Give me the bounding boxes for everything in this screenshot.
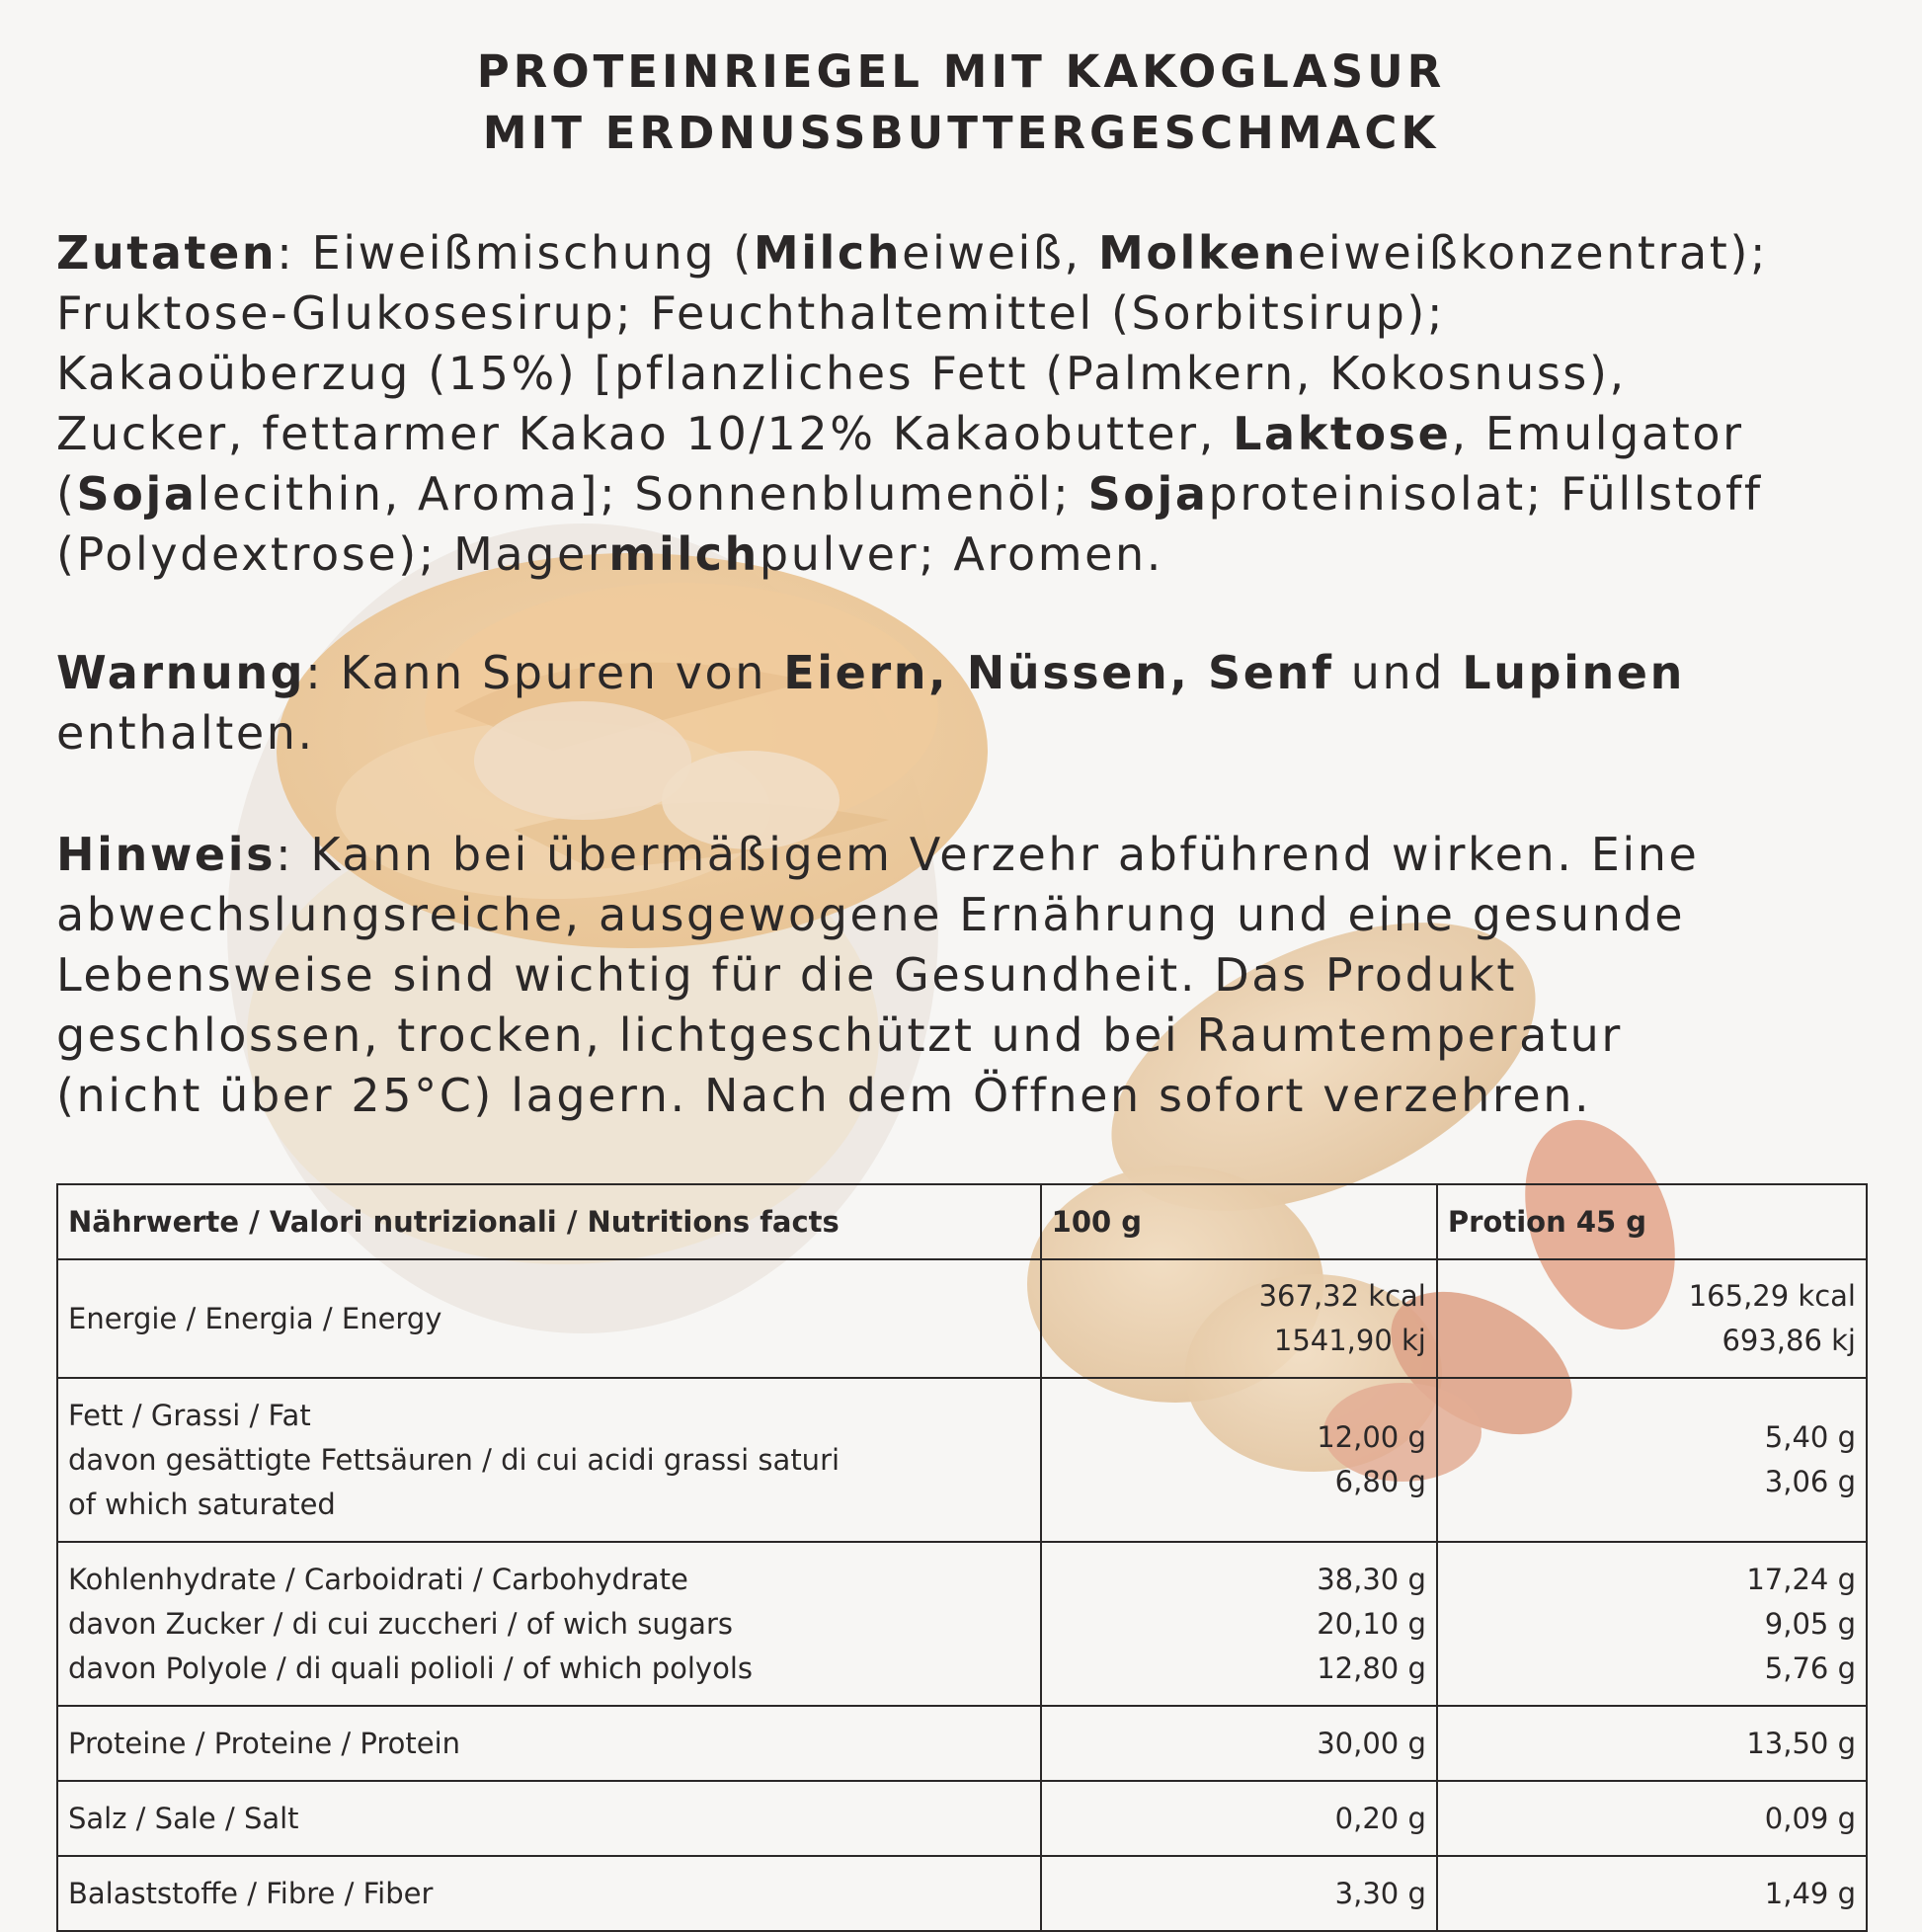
table-row (57, 1259, 1867, 1378)
ingredients-paragraph (56, 223, 1893, 585)
carbohydrate-per-portion: 17,24 g 9,05 g 5,76 g (1437, 1542, 1867, 1706)
note-line-3: Lebensweise sind wichtig für die Gesundheit. Das Produkt (56, 948, 1518, 1002)
salt-per-portion: 0,09 g (1437, 1781, 1867, 1856)
warning-paragraph (56, 643, 1893, 764)
protein-per-portion: 13,50 g (1437, 1706, 1867, 1781)
nutrition-header-row (57, 1184, 1867, 1259)
product-title (0, 41, 1922, 164)
row-label-fiber: Balaststoffe / Fibre / Fiber (57, 1856, 1041, 1931)
ingredients-line-3: Kakaoüberzug (15%) [pflanzliches Fett (Palmkern, Kokosnuss), (56, 347, 1627, 400)
row-label-energy: Energie / Energia / Energy (57, 1259, 1041, 1378)
title-line-1: PROTEINRIEGEL MIT KAKOGLASUR (476, 45, 1446, 98)
row-label-protein: Proteine / Proteine / Protein (57, 1706, 1041, 1781)
header-per-portion: Protion 45 g (1437, 1184, 1867, 1259)
table-row (57, 1856, 1867, 1931)
fiber-per-portion: 1,49 g (1437, 1856, 1867, 1931)
protein-per-100g: 30,00 g (1041, 1706, 1437, 1781)
note-line-4: geschlossen, trocken, lichtgeschützt und bei Raumtemperatur (56, 1008, 1623, 1062)
table-row (57, 1706, 1867, 1781)
title-line-2: MIT ERDNUSSBUTTERGESCHMACK (482, 107, 1440, 159)
ingredients-line-1: Zutaten: Eiweißmischung (Milcheiweiß, Molkeneiweißkonzentrat); (56, 226, 1769, 280)
row-label-carbohydrate: Kohlenhydrate / Carboidrati / Carbohydrate davon Zucker / di cui zuccheri / of wich sugars davon Polyole / di quali polioli / of which polyols (57, 1542, 1041, 1706)
ingredients-line-2: Fruktose-Glukosesirup; Feuchthaltemittel (Sorbitsirup); (56, 286, 1446, 340)
ingredients-line-6: (Polydextrose); Magermilchpulver; Aromen. (56, 527, 1163, 581)
note-line-2: abwechslungsreiche, ausgewogene Ernährung und eine gesunde (56, 888, 1686, 941)
fiber-per-100g: 3,30 g (1041, 1856, 1437, 1931)
header-nutrients: Nährwerte / Valori nutrizionali / Nutritions facts (57, 1184, 1041, 1259)
energy-per-100g: 367,32 kcal 1541,90 kj (1041, 1259, 1437, 1378)
note-line-5: (nicht über 25°C) lagern. Nach dem Öffnen sofort verzehren. (56, 1069, 1592, 1122)
energy-per-portion: 165,29 kcal 693,86 kj (1437, 1259, 1867, 1378)
carbohydrate-per-100g: 38,30 g 20,10 g 12,80 g (1041, 1542, 1437, 1706)
fat-per-100g: 12,00 g 6,80 g (1041, 1378, 1437, 1542)
row-label-salt: Salz / Sale / Salt (57, 1781, 1041, 1856)
note-line-1: Hinweis: Kann bei übermäßigem Verzehr abführend wirken. Eine (56, 828, 1700, 881)
salt-per-100g: 0,20 g (1041, 1781, 1437, 1856)
ingredients-line-4: Zucker, fettarmer Kakao 10/12% Kakaobutter, Laktose, Emulgator (56, 407, 1744, 460)
table-row (57, 1781, 1867, 1856)
warning-label: Warnung (56, 646, 306, 699)
nutrition-table (56, 1183, 1868, 1932)
fat-per-portion: 5,40 g 3,06 g (1437, 1378, 1867, 1542)
note-label: Hinweis (56, 828, 277, 881)
warning-line-2: enthalten. (56, 706, 315, 760)
warning-line-1: Warnung: Kann Spuren von Eiern, Nüssen, Senf und Lupinen (56, 646, 1685, 699)
header-per-100g: 100 g (1041, 1184, 1437, 1259)
table-row (57, 1542, 1867, 1706)
row-label-fat: Fett / Grassi / Fat davon gesättigte Fettsäuren / di cui acidi grassi saturi of which saturated (57, 1378, 1041, 1542)
note-paragraph (56, 825, 1893, 1126)
ingredients-label: Zutaten (56, 226, 278, 280)
table-row (57, 1378, 1867, 1542)
ingredients-line-5: (Sojalecithin, Aroma]; Sonnenblumenöl; Sojaproteinisolat; Füllstoff (56, 467, 1763, 521)
